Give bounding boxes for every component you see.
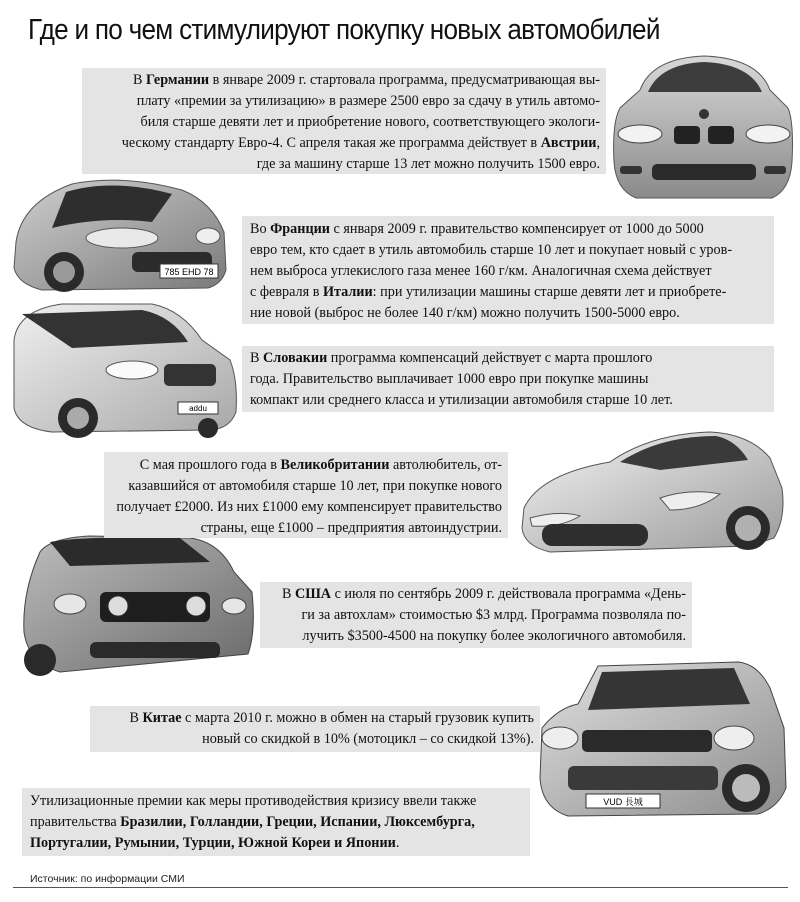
slovakia-line: компакт или среднего класса и утилизации автомобиля старше 10 лет. <box>250 392 673 408</box>
aston-martin-car-image <box>520 428 788 566</box>
page-title: Где и по чем стимулируют покупку новых автомобилей <box>28 14 660 46</box>
others-line: Утилизационные премии как меры противодействия кризису ввели также <box>30 793 477 809</box>
china-line: В Китае с марта 2010 г. можно в обмен на старый грузовик купить <box>129 710 534 726</box>
france-line: Во Франции с января 2009 г. правительство компенсирует от 1000 до 5000 <box>250 221 704 237</box>
slovakia-text-box <box>242 346 774 412</box>
uk-text-box <box>104 452 508 538</box>
uk-line: получает £2000. Из них £1000 ему компенсирует правительство <box>116 499 502 515</box>
germany-line: ческому стандарту Евро-4. С апреля такая же программа действует в Австрии, <box>121 135 600 151</box>
bottom-rule <box>13 887 788 888</box>
others-text-box <box>22 788 530 856</box>
france-line: с февраля в Италии: при утилизации машины старше девяти лет и приобрете- <box>250 284 727 300</box>
france-text-box <box>242 216 774 324</box>
peugeot-plate: 785 EHD 78 <box>164 267 214 277</box>
skoda-car-image <box>12 300 240 448</box>
usa-line: лучить $3500-4500 на покупку более экологичного автомобиля. <box>302 628 686 644</box>
source-note: Источник: по информации СМИ <box>30 873 185 885</box>
usa-line: ги за автохлам» стоимостью $3 млрд. Программа позволяла по- <box>301 607 686 623</box>
peugeot-car-image <box>12 172 230 300</box>
china-text-box <box>90 706 540 752</box>
china-line: новый со скидкой в 10% (мотоцикл – со скидкой 13%). <box>202 731 534 747</box>
great-wall-suv-image <box>538 658 788 834</box>
usa-line: В США с июля по сентябрь 2009 г. действовала программа «День- <box>281 586 686 602</box>
france-line: нем выброса углекислого газа менее 160 г/км. Аналогичная схема действует <box>250 263 712 279</box>
germany-text-box <box>82 68 606 174</box>
mustang-car-image <box>20 532 258 680</box>
uk-line: страны, еще £1000 – предприятия автоиндустрии. <box>200 520 502 536</box>
france-line: ние новой (выброс не более 140 г/км) можно получить 1500-5000 евро. <box>250 305 680 321</box>
germany-line: В Германии в январе 2009 г. стартовала программа, предусматривающая вы- <box>132 72 600 88</box>
germany-line: плату «премии за утилизацию» в размере 2500 евро за сдачу в утиль автомо- <box>136 93 600 109</box>
others-line: Португалии, Румынии, Турции, Южной Кореи и Японии. <box>30 835 400 851</box>
germany-line: где за машину старше 13 лет можно получить 1500 евро. <box>256 156 600 172</box>
france-line: евро тем, кто сдает в утиль автомобиль старше 10 лет и покупает новый с уров- <box>250 242 733 258</box>
germany-line: биля старше девяти лет и приобретение нового, соответствующего экологи- <box>140 114 600 130</box>
uk-line: казавшийся от автомобиля старше 10 лет, при покупке нового <box>128 478 502 494</box>
slovakia-line: года. Правительство выплачивает 1000 евро при покупке машины <box>250 371 649 387</box>
others-line: правительства Бразилии, Голландии, Греции, Испании, Люксембурга, <box>30 814 475 830</box>
uk-line: С мая прошлого года в Великобритании автолюбитель, от- <box>139 457 502 473</box>
skoda-plate: addu <box>189 404 207 413</box>
slovakia-line: В Словакии программа компенсаций действует с марта прошлого <box>250 350 653 366</box>
usa-text-box <box>260 582 692 648</box>
bmw-car-image <box>612 52 794 202</box>
greatwall-plate: VUD 長城 <box>603 797 643 807</box>
